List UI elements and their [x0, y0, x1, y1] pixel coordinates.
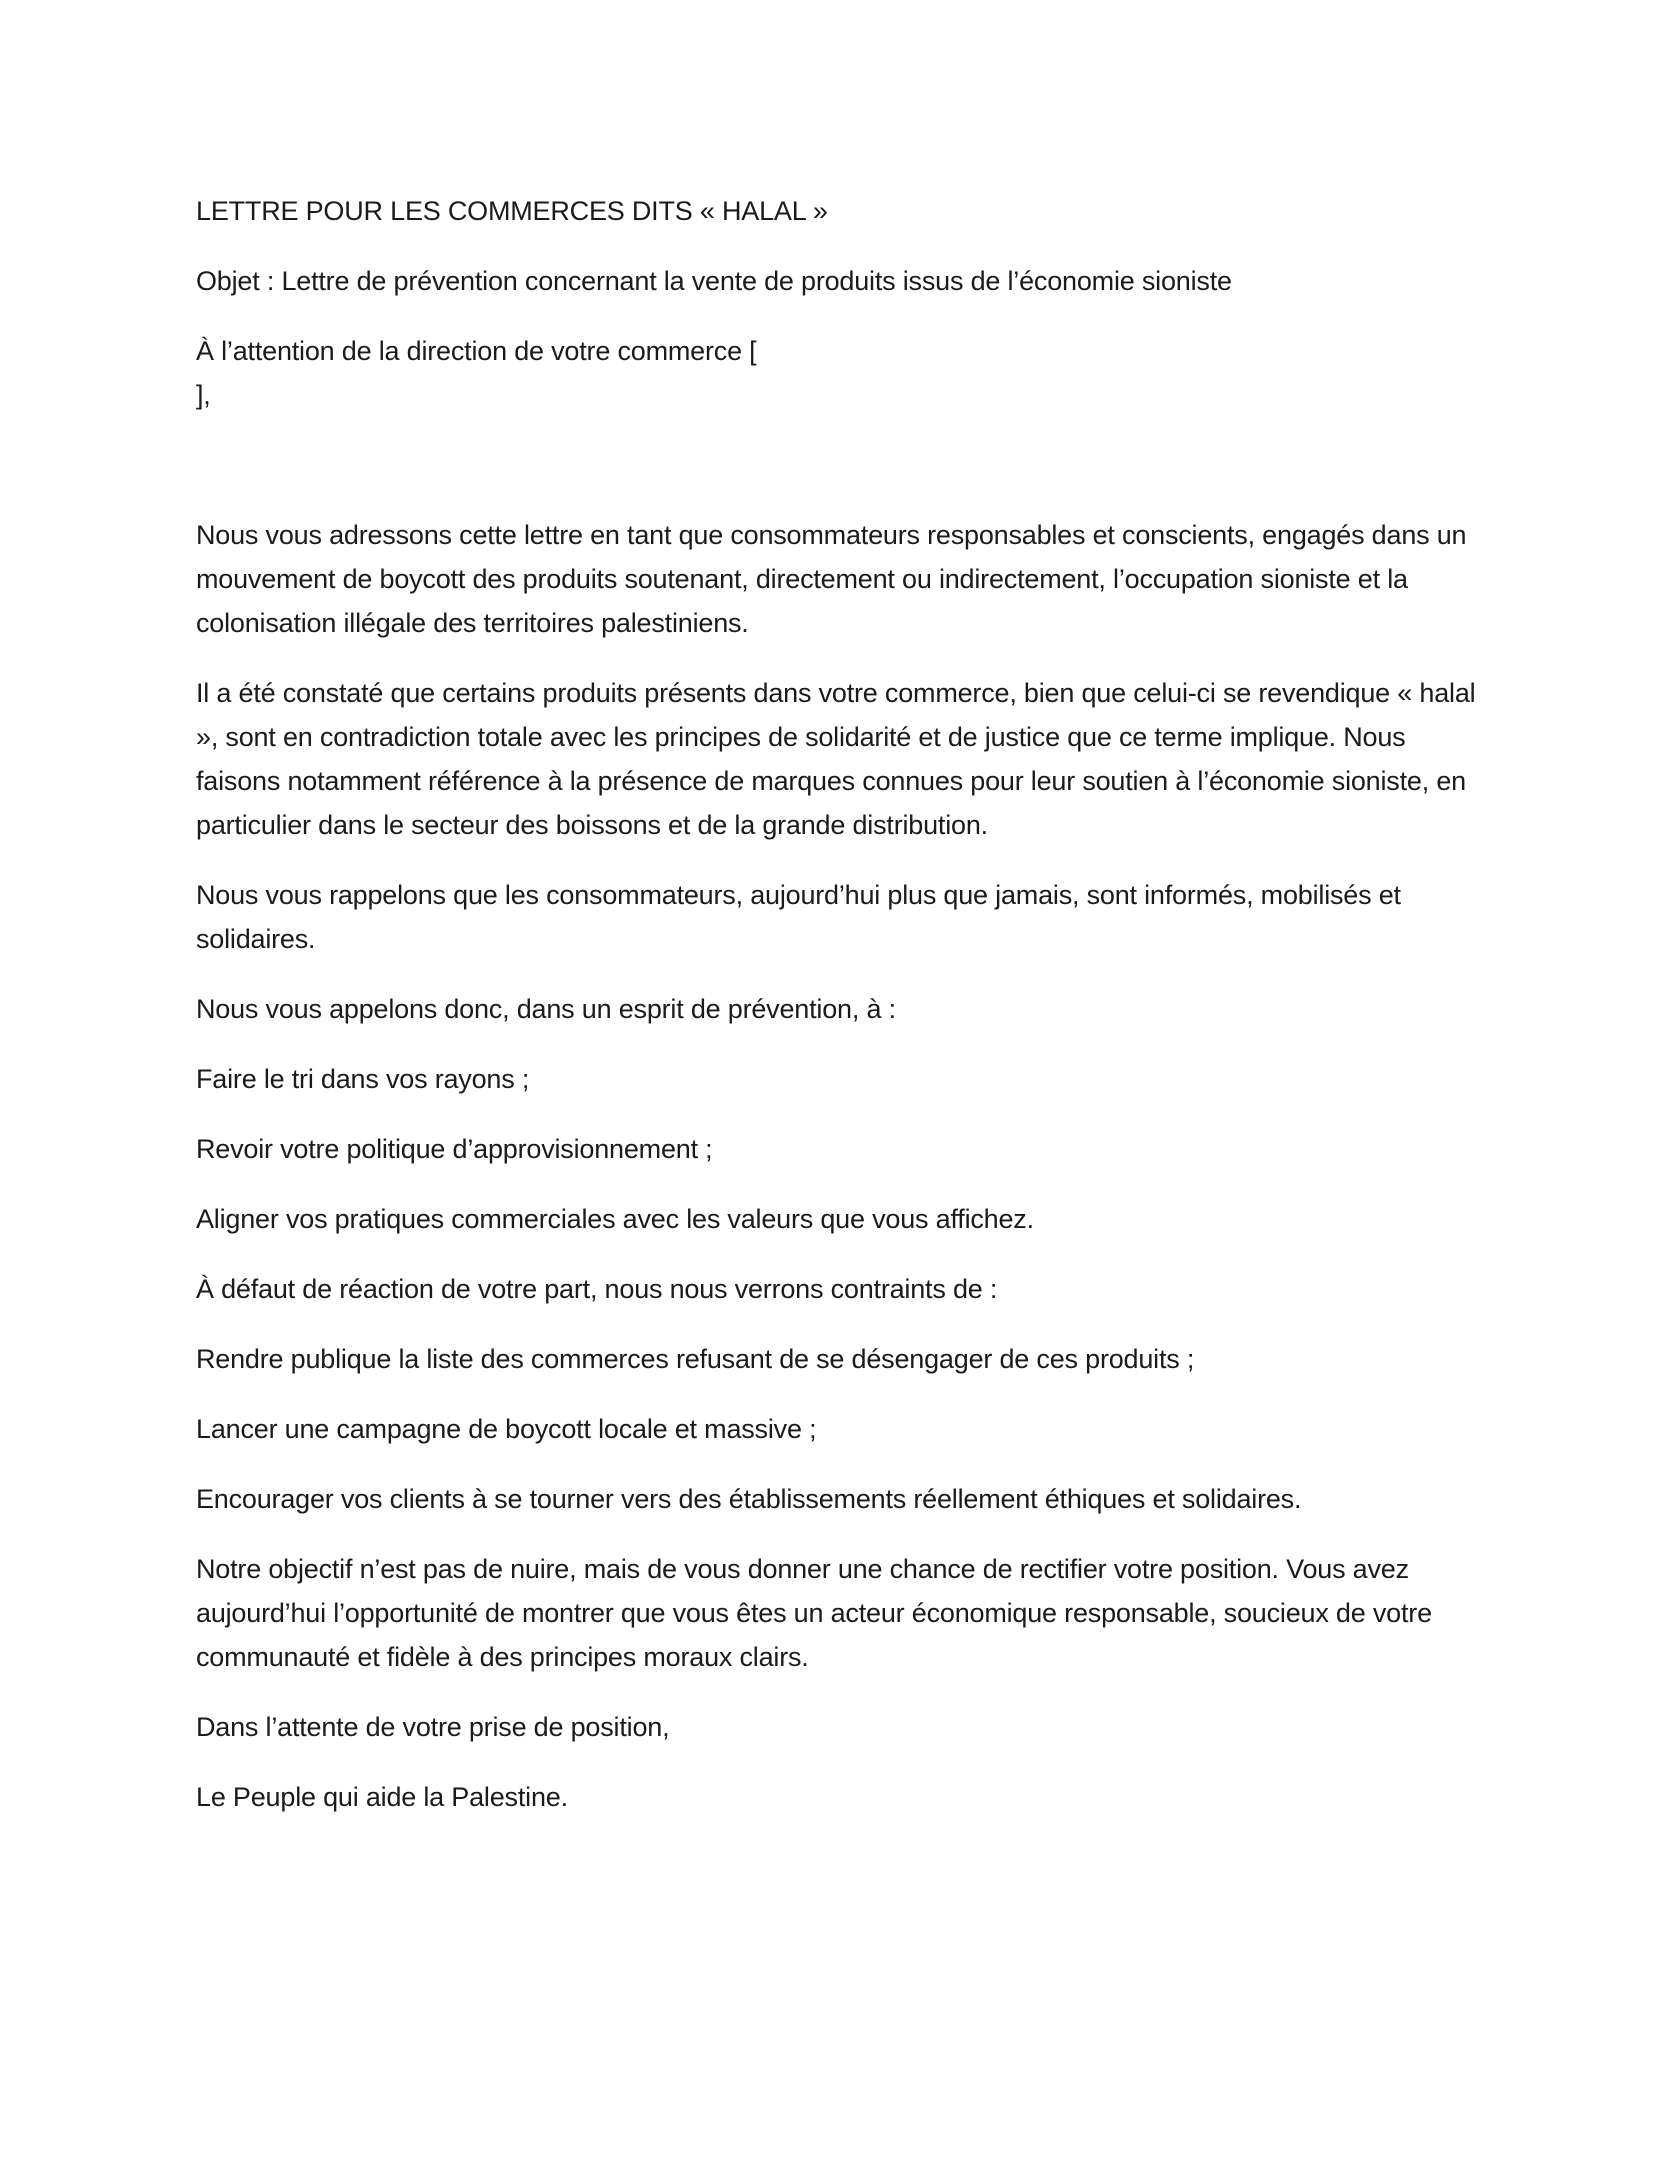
- letter-closing: Dans l’attente de votre prise de position,: [196, 1712, 670, 1742]
- blank-line: [196, 443, 1478, 487]
- letter-paragraph: Il a été constaté que certains produits présents dans votre commerce, bien que celui-ci se revendique « halal », sont en contradiction totale avec les principes de solidarité et de justice que ce terme implique. Nous faisons notamment référence à la présence de marques connues pour leur soutien à l’économie sioniste, en particulier dans le secteur des boissons et de la grande distribution.: [196, 678, 1476, 840]
- letter-title: LETTRE POUR LES COMMERCES DITS « HALAL »: [196, 196, 828, 226]
- letter-subject: Objet : Lettre de prévention concernant la vente de produits issus de l’économie sioniste: [196, 266, 1232, 296]
- letter-list-item: Revoir votre politique d’approvisionnement ;: [196, 1134, 713, 1164]
- letter-body: [196, 189, 1478, 1845]
- letter-paragraph: Nous vous appelons donc, dans un esprit de prévention, à :: [196, 994, 896, 1024]
- recipient-line-1: À l’attention de la direction de votre commerce [: [196, 336, 757, 366]
- letter-list-item: Aligner vos pratiques commerciales avec les valeurs que vous affichez.: [196, 1204, 1034, 1234]
- letter-paragraph: À défaut de réaction de votre part, nous nous verrons contraints de :: [196, 1274, 998, 1304]
- letter-paragraph: Nous vous rappelons que les consommateurs, aujourd’hui plus que jamais, sont informés, mobilisés et solidaires.: [196, 880, 1401, 954]
- recipient-line-2: ],: [196, 380, 211, 410]
- letter-signature: Le Peuple qui aide la Palestine.: [196, 1782, 568, 1812]
- letter-list-item: Lancer une campagne de boycott locale et massive ;: [196, 1414, 817, 1444]
- letter-list-item: Encourager vos clients à se tourner vers des établissements réellement éthiques et solidaires.: [196, 1484, 1302, 1514]
- letter-list-item: Rendre publique la liste des commerces refusant de se désengager de ces produits ;: [196, 1344, 1195, 1374]
- letter-list-item: Faire le tri dans vos rayons ;: [196, 1064, 530, 1094]
- letter-paragraph: Nous vous adressons cette lettre en tant que consommateurs responsables et conscients, engagés dans un mouvement de boycott des produits soutenant, directement ou indirectement, l’occupation sioniste et la colonisation illégale des territoires palestiniens.: [196, 520, 1467, 638]
- letter-paragraph: Notre objectif n’est pas de nuire, mais de vous donner une chance de rectifier votre position. Vous avez aujourd’hui l’opportunité de montrer que vous êtes un acteur économique responsable, soucieux de votre communauté et fidèle à des principes moraux clairs.: [196, 1554, 1432, 1672]
